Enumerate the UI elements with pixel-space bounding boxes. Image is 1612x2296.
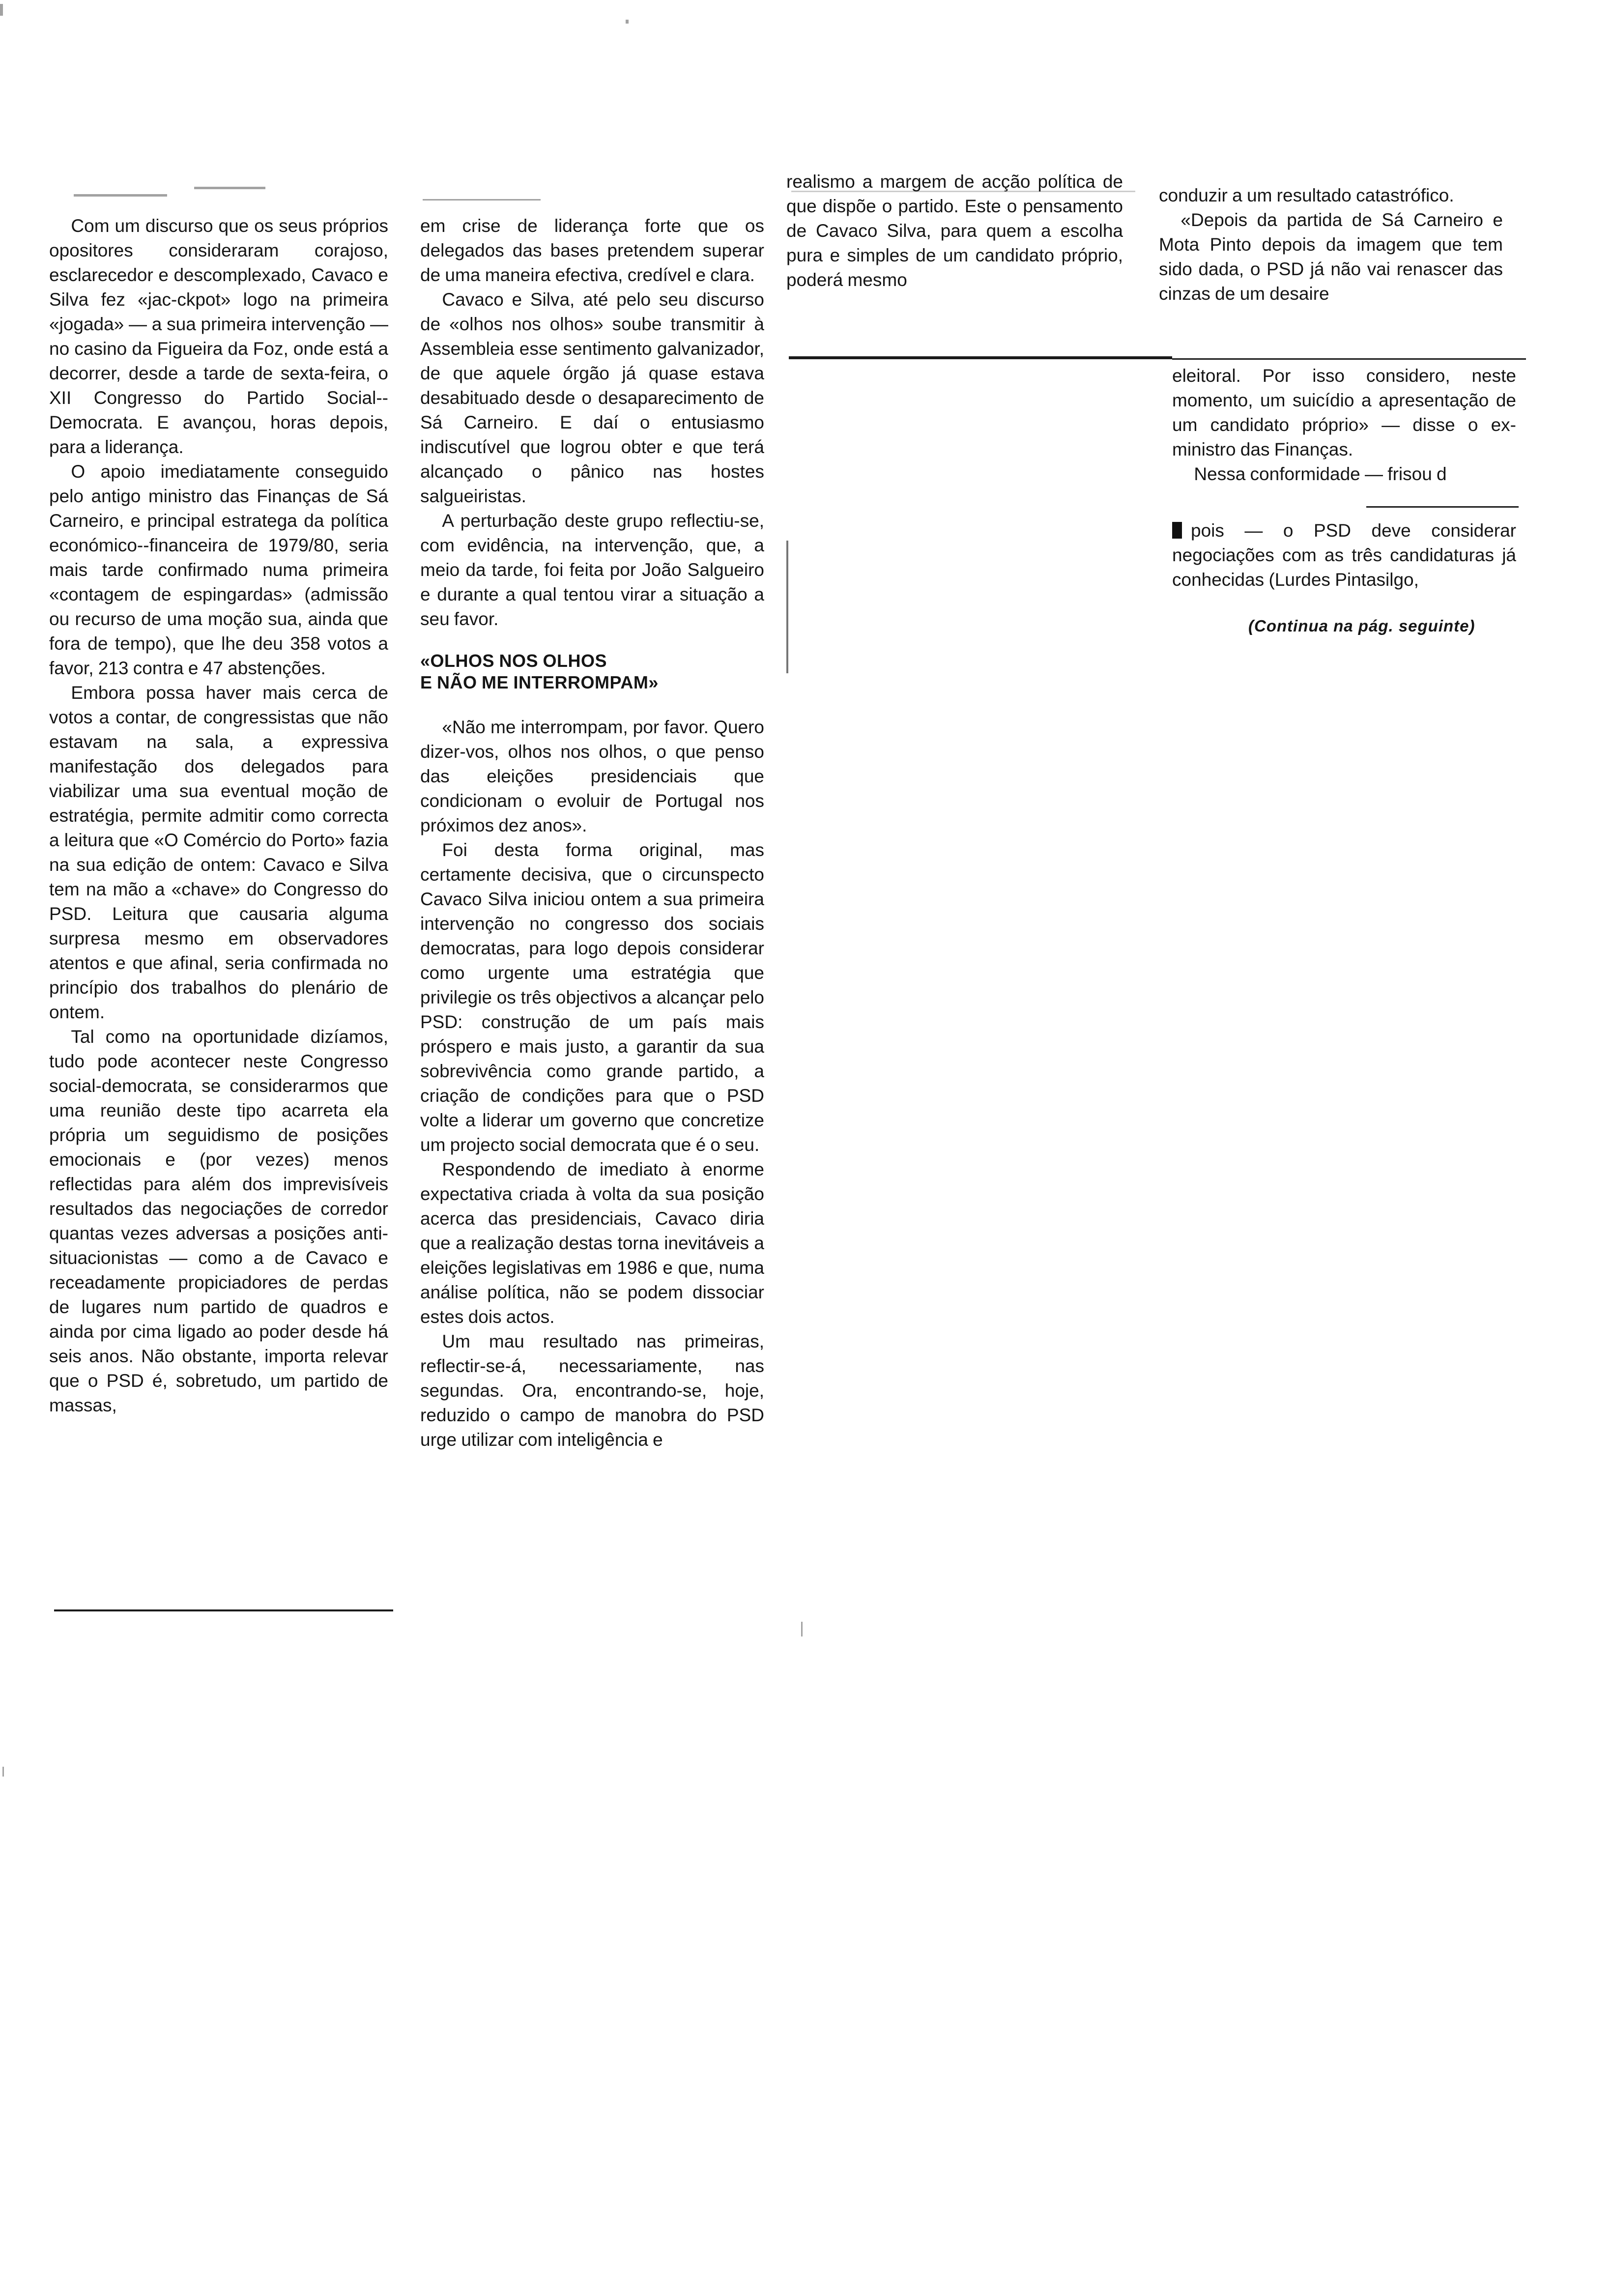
- paragraph: O apoio imediatamente conseguido pelo antigo ministro das Finanças de Sá Carneiro, e principal estratega da política económico--financeira de 1979/80, seria mais tarde confirmado numa primeira «contagem de espingardas» (admissão ou recurso de uma moção sua, ainda que fora de tempo), que lhe deu 358 votos a favor, 213 contra e 47 abstenções.: [49, 461, 388, 678]
- article-column-3: [786, 170, 1123, 292]
- column-divider-vertical: [786, 541, 788, 673]
- paragraph: conduzir a um resultado catastrófico.: [1159, 185, 1454, 205]
- paragraph: realismo a margem de acção política de que dispõe o partido. Este o pensamento de Cavaco Silva, para quem a escolha pura e simples de um candidato próprio, poderá mesmo: [786, 172, 1123, 290]
- article-column-4-bottom: [1172, 518, 1516, 592]
- column-rule-top-ext: [1172, 358, 1526, 360]
- scan-tick-right: [801, 1622, 803, 1636]
- heading-line-1: «OLHOS NOS OLHOS: [420, 651, 607, 671]
- scan-dot-top: [626, 20, 629, 24]
- column-rule-top: [789, 356, 1172, 359]
- paragraph: Tal como na oportunidade dizíamos, tudo pode acontecer neste Congresso social-democrata, se considerarmos que uma reunião deste tipo acarreta ela própria um seguidismo de posições emocionais e (por vezes) menos reflectidas para além dos imprevisíveis resultados das negociações de corredor quantas vezes adversas a posições anti-situacionistas — como a de Cavaco e receadamente propiciadores de perdas de lugares num partido de quadros e ainda por cima ligado ao poder desde há seis anos. Não obstante, importa relevar que o PSD é, sobretudo, um partido de massas,: [49, 1027, 388, 1415]
- paragraph: Um mau resultado nas primeiras, reflectir-se-á, necessariamente, nas segundas. Ora, encontrando-se, hoje, reduzido o campo de manobra do PSD urge utilizar com inteligência e: [420, 1331, 764, 1450]
- scan-noise-top-left: [0, 4, 3, 16]
- column-rule-bottom: [54, 1609, 393, 1611]
- scan-tick-left-margin: [2, 1767, 4, 1777]
- paragraph: «Depois da partida de Sá Carneiro e Mota Pinto depois da imagem que tem sido dada, o PSD já não vai renascer das cinzas de um desaire: [1159, 210, 1503, 304]
- paragraph: Foi desta forma original, mas certamente decisiva, que o circunspecto Cavaco Silva iniciou ontem a sua primeira intervenção no congresso dos sociais democratas, para logo depois considerar como urgente uma estratégia que privilegie os três objectivos a alcançar pelo PSD: construção de um país mais próspero e mais justo, a garantir da sua sobrevivência como grande partido, a criação de condições para que o PSD volte a liderar um governo que concretize um projecto social democrata que é o seu.: [420, 840, 764, 1155]
- paragraph: Com um discurso que os seus próprios opositores consideraram corajoso, esclarecedor e descomplexado, Cavaco e Silva fez «jac-ckpot» logo na primeira «jogada» — a sua primeira intervenção — no casino da Figueira da Foz, onde está a decorrer, desde a tarde de sexta-feira, o XII Congresso do Partido Social--Democrata. E avançou, horas depois, para a liderança.: [49, 216, 388, 457]
- paragraph-text: pois — o PSD deve considerar negociações com as três candidaturas já conhecidas (Lurdes Pintasilgo,: [1172, 520, 1516, 590]
- scan-noise-col2-top: [423, 199, 541, 201]
- article-column-1: [49, 214, 388, 1418]
- square-bullet-icon: [1172, 522, 1182, 539]
- scan-noise-col1-top2: [194, 187, 265, 189]
- column-rule-mid: [1366, 506, 1519, 508]
- paragraph: Nessa conformidade — frisou d: [1194, 464, 1447, 484]
- section-heading: [420, 650, 764, 693]
- article-column-4-top: [1159, 183, 1503, 306]
- heading-line-2: E NÃO ME INTERROMPAM»: [420, 672, 659, 692]
- paragraph: Embora possa haver mais cerca de votos a contar, de congressistas que não estavam na sala, a expressiva manifestação dos delegados para viabilizar uma sua eventual moção de estratégia, permite admitir como correcta a leitura que «O Comércio do Porto» fazia na sua edição de ontem: Cavaco e Silva tem na mão a «chave» do Congresso do PSD. Leitura que causaria alguma surpresa mesmo em observadores atentos e que afinal, seria confirmada no princípio dos trabalhos do plenário de ontem.: [49, 683, 388, 1022]
- article-column-2: [420, 214, 764, 1452]
- article-column-4-middle: [1172, 364, 1516, 487]
- paragraph: Cavaco e Silva, até pelo seu discurso de «olhos nos olhos» soube transmitir à Assembleia esse sentimento galvanizador, de que aquele órgão já quase estava desabituado desde o desaparecimento de Sá Carneiro. E daí o entusiasmo indiscutível que logrou obter e que terá alcançado o pânico nas hostes salgueiristas.: [420, 289, 764, 506]
- paragraph: Respondendo de imediato à enorme expectativa criada à volta da sua posição acerca das presidenciais, Cavaco diria que a realização destas torna inevitáveis a eleições legislativas em 1986 e que, numa análise política, não se podem dissociar estes dois actos.: [420, 1159, 764, 1327]
- paragraph: eleitoral. Por isso considero, neste momento, um suicídio a apresentação de um candidato próprio» — disse o ex-ministro das Finanças.: [1172, 366, 1516, 459]
- paragraph: «Não me interrompam, por favor. Quero dizer-vos, olhos nos olhos, o que penso das eleições presidenciais que condicionam o evoluir de Portugal nos próximos dez anos».: [420, 717, 764, 835]
- paragraph: em crise de liderança forte que os delegados das bases pretendem superar de uma maneira efectiva, credível e clara.: [420, 216, 764, 285]
- paragraph: [1172, 518, 1516, 592]
- continuation-note: (Continua na pág. seguinte): [1248, 617, 1475, 635]
- scan-noise-col1-top: [74, 194, 167, 197]
- paragraph: A perturbação deste grupo reflectiu-se, com evidência, na intervenção, que, a meio da tarde, foi feita por João Salgueiro e durante a qual tentou virar a situação a seu favor.: [420, 511, 764, 629]
